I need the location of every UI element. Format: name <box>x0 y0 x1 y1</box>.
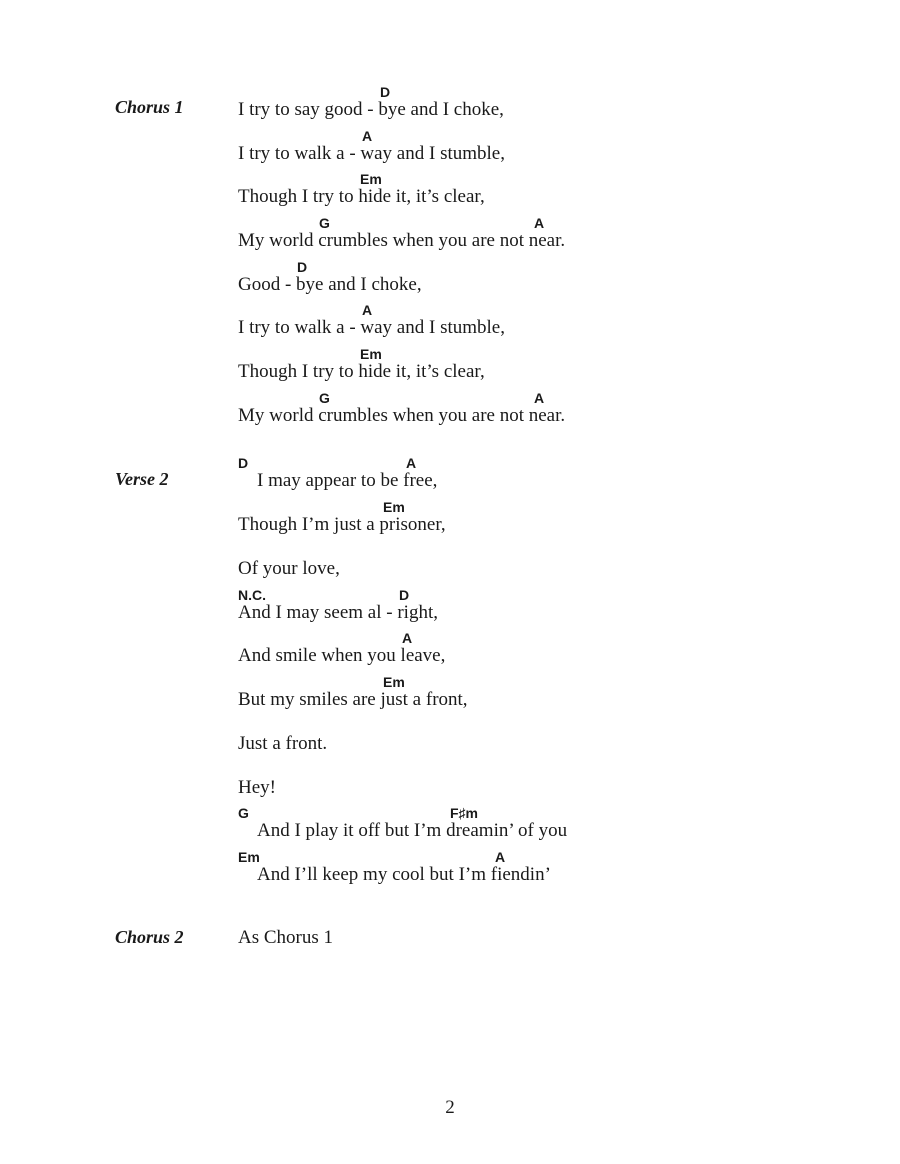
chord: Em <box>383 499 405 515</box>
chord: Em <box>360 346 382 362</box>
lyric-text: I try to walk a - way and I stumble, <box>238 317 505 338</box>
lyric-text: My world crumbles when you are not near. <box>238 230 566 251</box>
chord: A <box>495 849 506 865</box>
chord: N.C. <box>238 587 266 603</box>
lyric-text: But my smiles are just a front, <box>238 689 468 710</box>
lyric-text: My world crumbles when you are not near. <box>238 405 566 426</box>
chord: F♯m <box>450 805 478 821</box>
chord: A <box>362 302 373 318</box>
lyric-text: Hey! <box>238 777 276 798</box>
lyric-text: And I play it off but I’m dreamin’ of you <box>257 820 568 841</box>
lyric-text: Good - bye and I choke, <box>238 274 422 295</box>
chord: G <box>238 805 249 821</box>
chord: A <box>406 455 417 471</box>
chord: D <box>297 259 308 275</box>
chord: D <box>238 455 249 471</box>
chord: D <box>399 587 410 603</box>
lyric-text: I try to walk a - way and I stumble, <box>238 143 505 164</box>
chord: A <box>534 390 545 406</box>
lyric-text: I may appear to be free, <box>257 470 438 491</box>
chord: Em <box>383 674 405 690</box>
chord: G <box>319 390 330 406</box>
chord: Em <box>360 171 382 187</box>
lyric-text: And I’ll keep my cool but I’m fiendin’ <box>257 864 551 885</box>
chord: A <box>534 215 545 231</box>
section-label-chorus-1: Chorus 1 <box>115 97 184 117</box>
chorus-2-text: As Chorus 1 <box>238 927 334 948</box>
lyric-text: Though I try to hide it, it’s clear, <box>238 361 485 382</box>
lyric-text: And I may seem al - right, <box>238 602 438 623</box>
lyric-text: Just a front. <box>238 733 328 754</box>
section-label-verse-2: Verse 2 <box>115 469 169 489</box>
lyric-text: And smile when you leave, <box>238 645 446 666</box>
chord: G <box>319 215 330 231</box>
chord: A <box>362 128 373 144</box>
lyric-text: Though I try to hide it, it’s clear, <box>238 186 485 207</box>
chord: Em <box>238 849 260 865</box>
chord: A <box>402 630 413 646</box>
chord: D <box>380 84 391 100</box>
section-label-chorus-2: Chorus 2 <box>115 927 184 947</box>
lyric-text: I try to say good - bye and I choke, <box>238 99 504 120</box>
lyric-text: Though I’m just a prisoner, <box>238 514 446 535</box>
lyric-text: Of your love, <box>238 558 340 579</box>
page-number: 2 <box>445 1097 455 1118</box>
